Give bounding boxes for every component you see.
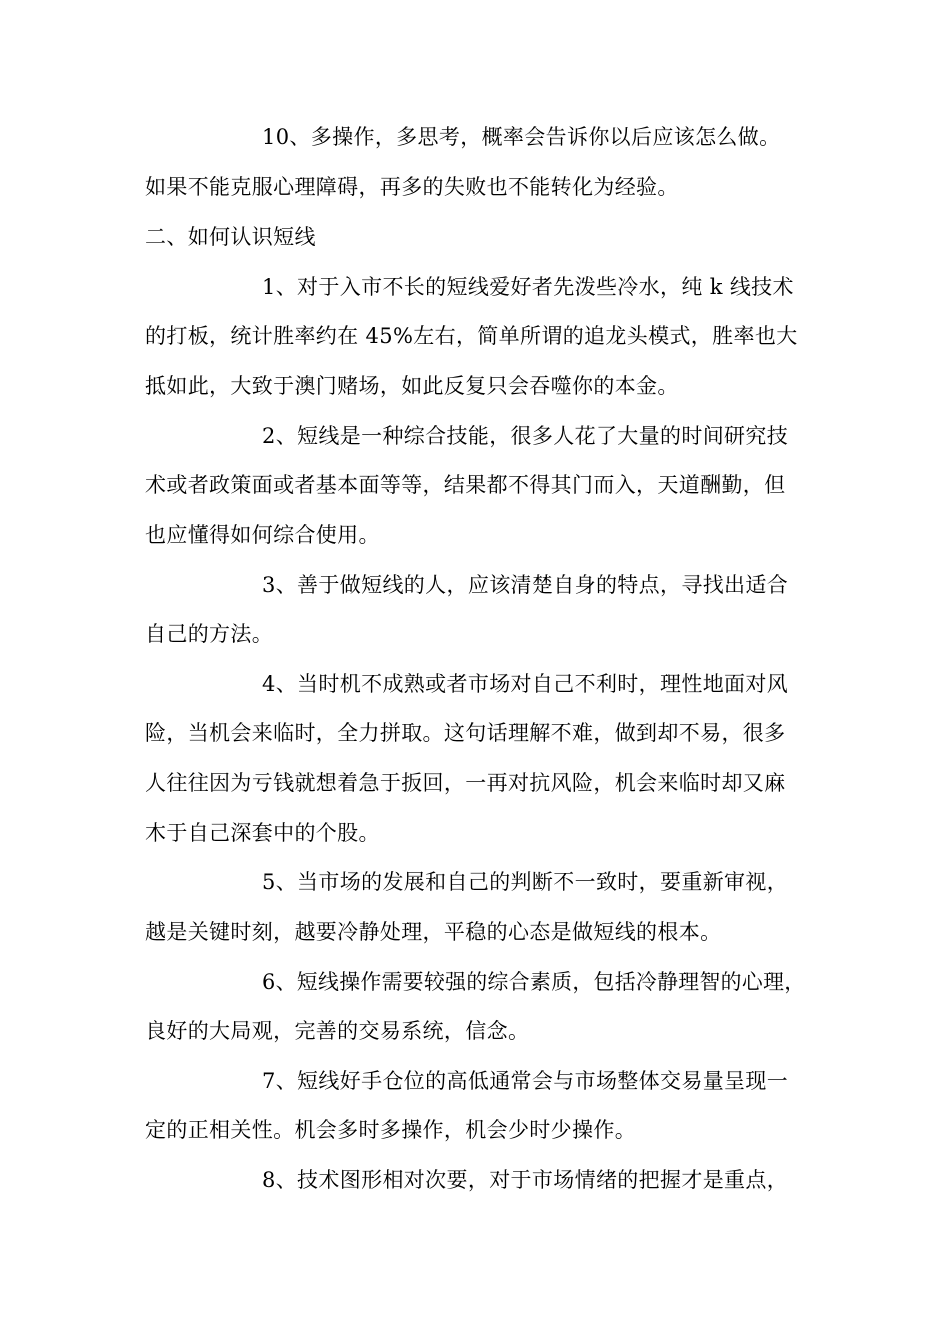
text-line: 3、善于做短线的人，应该清楚自身的特点，寻找出适合: [262, 573, 789, 597]
text-line: 2、短线是一种综合技能，很多人花了大量的时间研究技: [262, 424, 789, 448]
text-line: 6、短线操作需要较强的综合素质，包括冷静理智的心理，: [262, 970, 806, 994]
text-line: 术或者政策面或者基本面等等，结果都不得其门而入，天道酬勤，但: [145, 473, 786, 497]
text-line: 10、多操作，多思考，概率会告诉你以后应该怎么做。: [262, 125, 781, 149]
text-line: 人往往因为亏钱就想着急于扳回，一再对抗风险，机会来临时却又麻: [145, 771, 786, 795]
text-line: 8、技术图形相对次要，对于市场情绪的把握才是重点，: [262, 1168, 789, 1192]
text-line: 的打板，统计胜率约在 45%左右，简单所谓的追龙头模式，胜率也大: [145, 324, 798, 348]
text-line: 木于自己深套中的个股。: [145, 821, 380, 845]
text-line: 越是关键时刻，越要冷静处理，平稳的心态是做短线的根本。: [145, 920, 722, 944]
text-line: 也应懂得如何综合使用。: [145, 523, 380, 547]
text-line: 良好的大局观，完善的交易系统，信念。: [145, 1019, 530, 1043]
text-line: 险，当机会来临时，全力拼取。这句话理解不难，做到却不易，很多: [145, 721, 786, 745]
text-line: 定的正相关性。机会多时多操作，机会少时少操作。: [145, 1118, 637, 1142]
text-line: 7、短线好手仓位的高低通常会与市场整体交易量呈现一: [262, 1069, 789, 1093]
text-line: 如果不能克服心理障碍，再多的失败也不能转化为经验。: [145, 175, 679, 199]
text-line: 自己的方法。: [145, 622, 274, 646]
text-line: 1、对于入市不长的短线爱好者先泼些冷水，纯 k 线技术: [262, 275, 794, 299]
text-line: 4、当时机不成熟或者市场对自己不利时，理性地面对风: [262, 672, 789, 696]
text-line: 抵如此，大致于澳门赌场，如此反复只会吞噬你的本金。: [145, 374, 679, 398]
section-heading: 二、如何认识短线: [145, 225, 316, 249]
text-line: 5、当市场的发展和自己的判断不一致时，要重新审视，: [262, 870, 789, 894]
